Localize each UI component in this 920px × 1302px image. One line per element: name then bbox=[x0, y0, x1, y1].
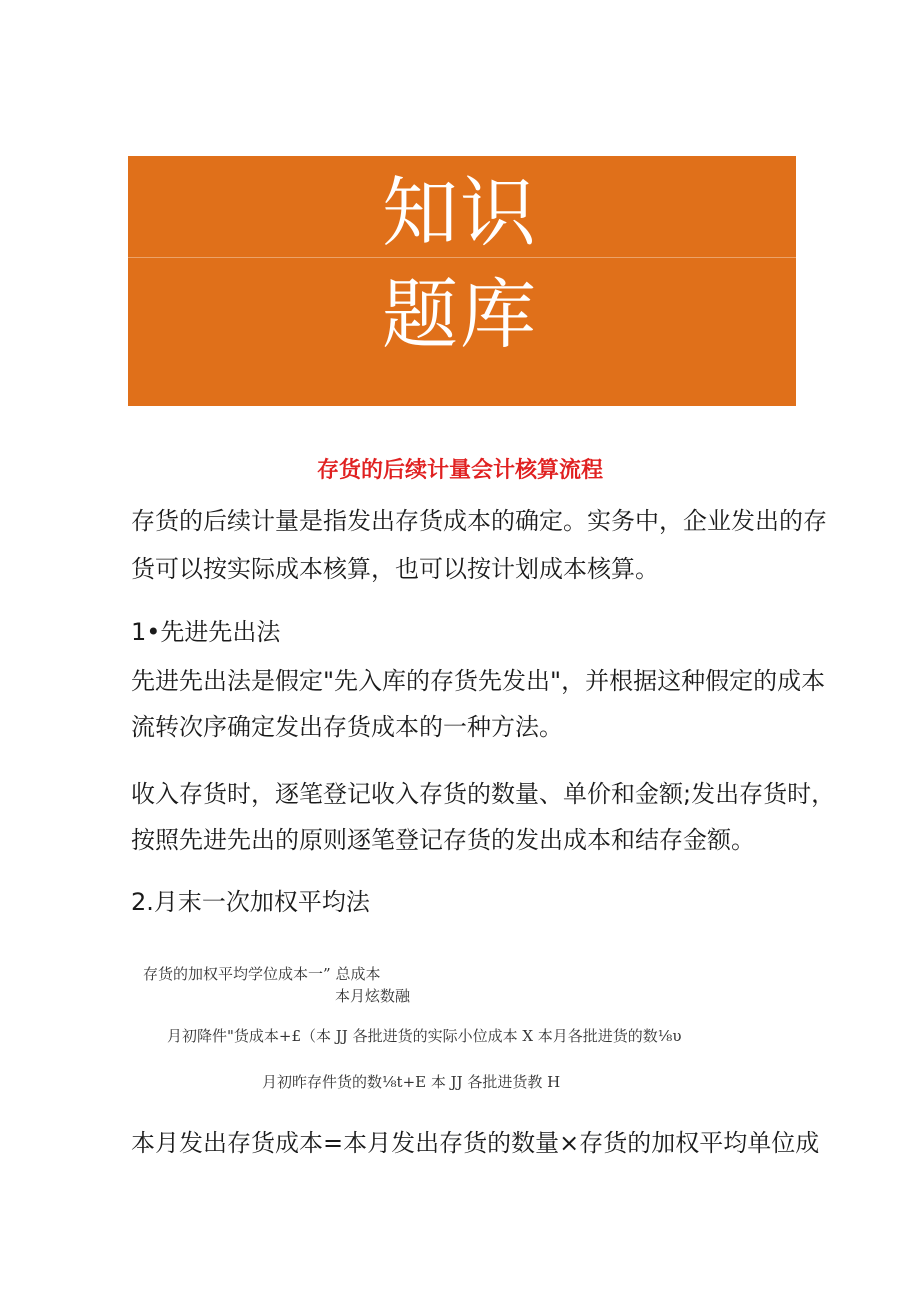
section-heading-weighted-average: 2.月末一次加权平均法 bbox=[131, 888, 370, 916]
intro-line-1: 存货的后续计量是指发出存货成本的确定。实务中，企业发出的存 bbox=[131, 507, 827, 535]
fifo-para1-line1: 先进先出法是假定"先入库的存货先发出"，并根据这种假定的成本 bbox=[131, 667, 826, 695]
fifo-para1-line2: 流转次序确定发出存货成本的一种方法。 bbox=[131, 713, 563, 741]
banner-title-line2: 题库 bbox=[382, 270, 538, 359]
document-title: 存货的后续计量会计核算流程 bbox=[316, 458, 603, 483]
banner-title-line1: 知识 bbox=[382, 168, 538, 257]
formula-line-3: 月初降件"货成本+£（本 JJ 各批进货的实际小位成本 X 本月各批进货的数⅛υ bbox=[167, 1027, 682, 1045]
weighted-average-para: 本月发出存货成本=本月发出存货的数量×存货的加权平均单位成 bbox=[131, 1129, 820, 1157]
formula-line-2: 本月炫数融 bbox=[335, 987, 411, 1005]
fifo-para2-line1: 收入存货时，逐笔登记收入存货的数量、单价和金额;发出存货时， bbox=[131, 780, 836, 808]
fifo-para2-line2: 按照先进先出的原则逐笔登记存货的发出成本和结存金额。 bbox=[131, 826, 755, 854]
formula-line-4: 月初昨存件货的数⅛t+E 本 JJ 各批进货教 H bbox=[262, 1073, 561, 1091]
formula-line-1: 存货的加权平均学位成本一” 总成本 bbox=[143, 965, 381, 983]
section-heading-fifo: 1•先进先出法 bbox=[131, 618, 281, 646]
intro-line-2: 货可以按实际成本核算，也可以按计划成本核算。 bbox=[131, 555, 659, 583]
